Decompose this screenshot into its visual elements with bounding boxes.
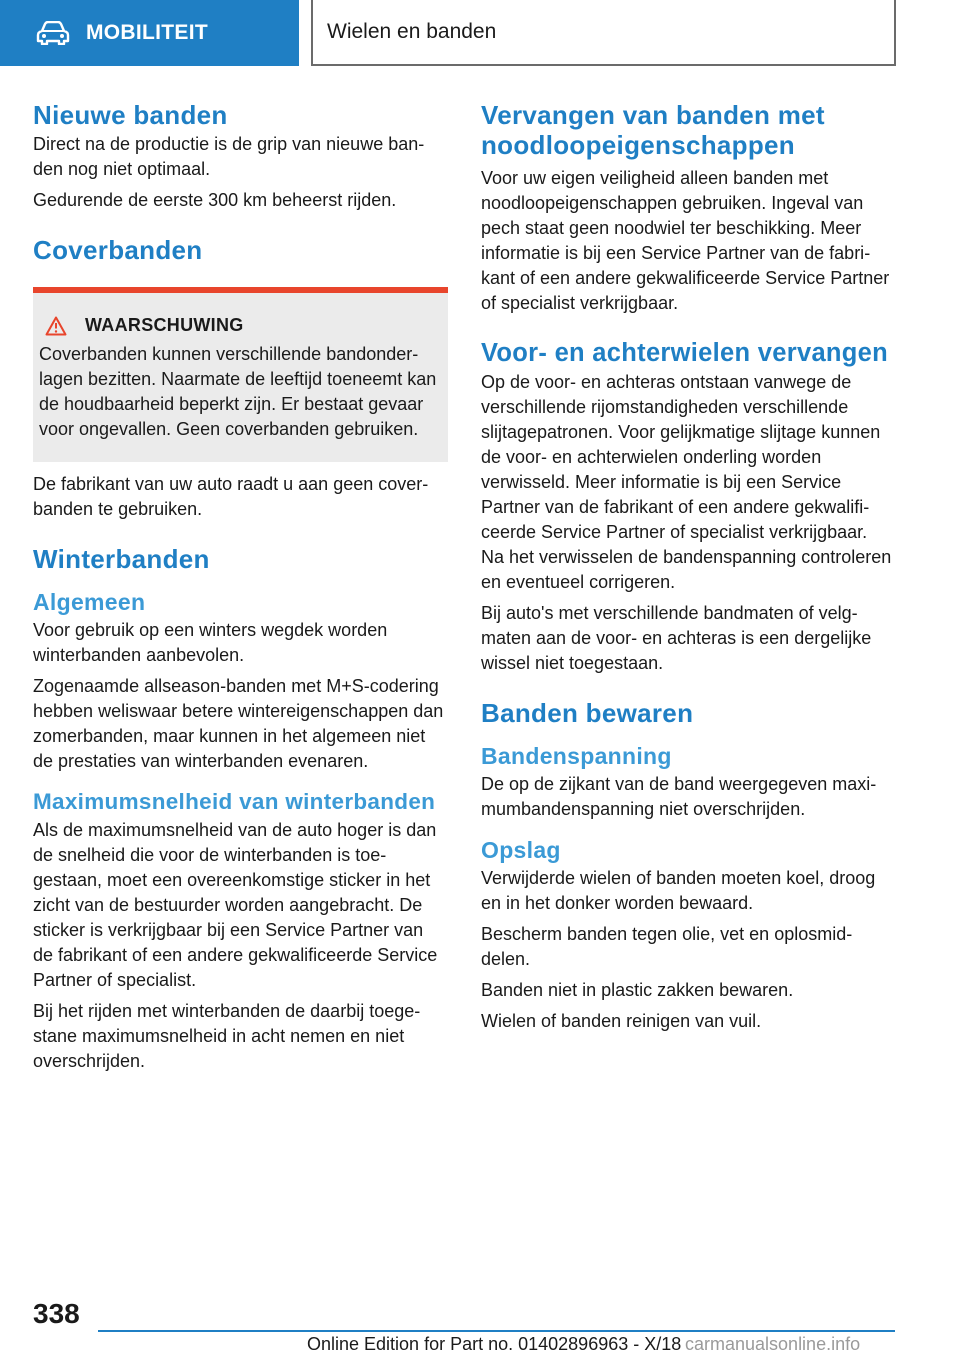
warning-title: WAARSCHUWING (85, 315, 244, 335)
heading-opslag: Opslag (481, 837, 561, 863)
heading-vervangen-noodloop: Vervangen van banden met noodloopeigenschappen (481, 100, 825, 160)
paragraph: Bescherm banden tegen olie, vet en oplosmiddelen. (481, 924, 853, 969)
chapter-label: MOBILITEIT (86, 21, 208, 44)
heading-coverbanden: Coverbanden (33, 235, 203, 265)
paragraph: De op de zijkant van de band weergegeven maximumbandenspanning niet overschrijden. (481, 774, 877, 819)
paragraph: Als de maximumsnelheid van de auto hoger is dan de snelheid die voor de winterbanden is toegestaan, moet een overeenkomstige sticker in het zicht van de bestuurder worden aangebracht. De sticker is verkrijgbaar bij een Service Partner van de fabrikant of een andere gekwalificeerde Service Partner of specialist. (33, 820, 438, 990)
footer-edition: Online Edition for Part no. 01402896963 - X/18 (307, 1334, 682, 1354)
heading-maximumsnelheid: Maximumsnelheid van winterbanden (33, 789, 436, 814)
warning-header (39, 315, 442, 336)
heading-voor-achterwielen: Voor- en achterwielen vervangen (481, 339, 889, 367)
paragraph: Banden niet in plastic zakken bewaren. (481, 980, 794, 1000)
heading-winterbanden: Winterbanden (33, 544, 210, 574)
watermark: carmanualsonline.info (685, 1334, 861, 1354)
footer-divider (98, 1330, 895, 1332)
heading-algemeen: Algemeen (33, 589, 146, 615)
paragraph: Gedurende de eerste 300 km beheerst rijden. (33, 190, 397, 210)
paragraph: Verwijderde wielen of banden moeten koel, droog en in het donker worden bewaard. (481, 868, 876, 913)
paragraph: Bij auto's met verschillende bandmaten of velgmaten aan de voor- en achteras is een dergelijke wissel niet toegestaan. (481, 603, 872, 673)
paragraph: Zogenaamde allseason-banden met M+S-codering hebben weliswaar betere wintereigenschappen dan zomerbanden, maar kunnen in het algemeen niet de prestaties van winterbanden evenaren. (33, 676, 444, 771)
paragraph: Wielen of banden reinigen van vuil. (481, 1011, 762, 1031)
paragraph: De fabrikant van uw auto raadt u aan geen coverbanden te gebruiken. (33, 474, 429, 519)
car-icon (36, 21, 70, 45)
section-title: Wielen en banden (327, 20, 497, 43)
left-column (33, 100, 448, 1074)
paragraph: Direct na de productie is de grip van nieuwe banden nog niet optimaal. (33, 134, 425, 179)
paragraph: Op de voor- en achteras ontstaan vanwege de verschillende rijomstandigheden verschillende slijtagepatronen. Voor gelijkmatige slijtage kunnen de voor- en achterwielen onderling worden verwisseld. Meer informatie is bij een Service Partner van de fabrikant of een andere gekwalificeerde Service Partner of specialist verkrijgbaar. Na het verwisselen de bandenspanning controleren en eventueel corrigeren. (481, 372, 892, 592)
right-column (481, 100, 895, 1034)
heading-nieuwe-banden: Nieuwe banden (33, 100, 228, 130)
heading-bandenspanning: Bandenspanning (481, 743, 672, 769)
paragraph: Voor gebruik op een winters wegdek worden winterbanden aanbevolen. (33, 620, 388, 665)
warning-triangle-icon (45, 316, 67, 336)
warning-box (33, 287, 448, 462)
paragraph: Voor uw eigen veiligheid alleen banden met noodloopeigenschappen gebruiken. Ingeval van pech staat geen noodwiel ter beschikking. Meer informatie is bij een Service Partner van de fabrikant of een andere gekwalificeerde Service Partner of specialist verkrijgbaar. (481, 168, 890, 313)
paragraph: Bij het rijden met winterbanden de daarbij toegestane maximumsnelheid in acht nemen en niet overschrijden. (33, 1001, 421, 1071)
page-number: 338 (33, 1298, 80, 1329)
heading-banden-bewaren: Banden bewaren (481, 698, 694, 728)
section-header (311, 0, 896, 66)
header-tab (0, 0, 299, 66)
warning-text: Coverbanden kunnen verschillende bandonderlagen bezitten. Naarmate de leeftijd toeneemt kan de houdbaarheid beperkt zijn. Er bestaat gevaar voor ongevallen. Geen coverbanden gebruiken. (39, 344, 437, 439)
